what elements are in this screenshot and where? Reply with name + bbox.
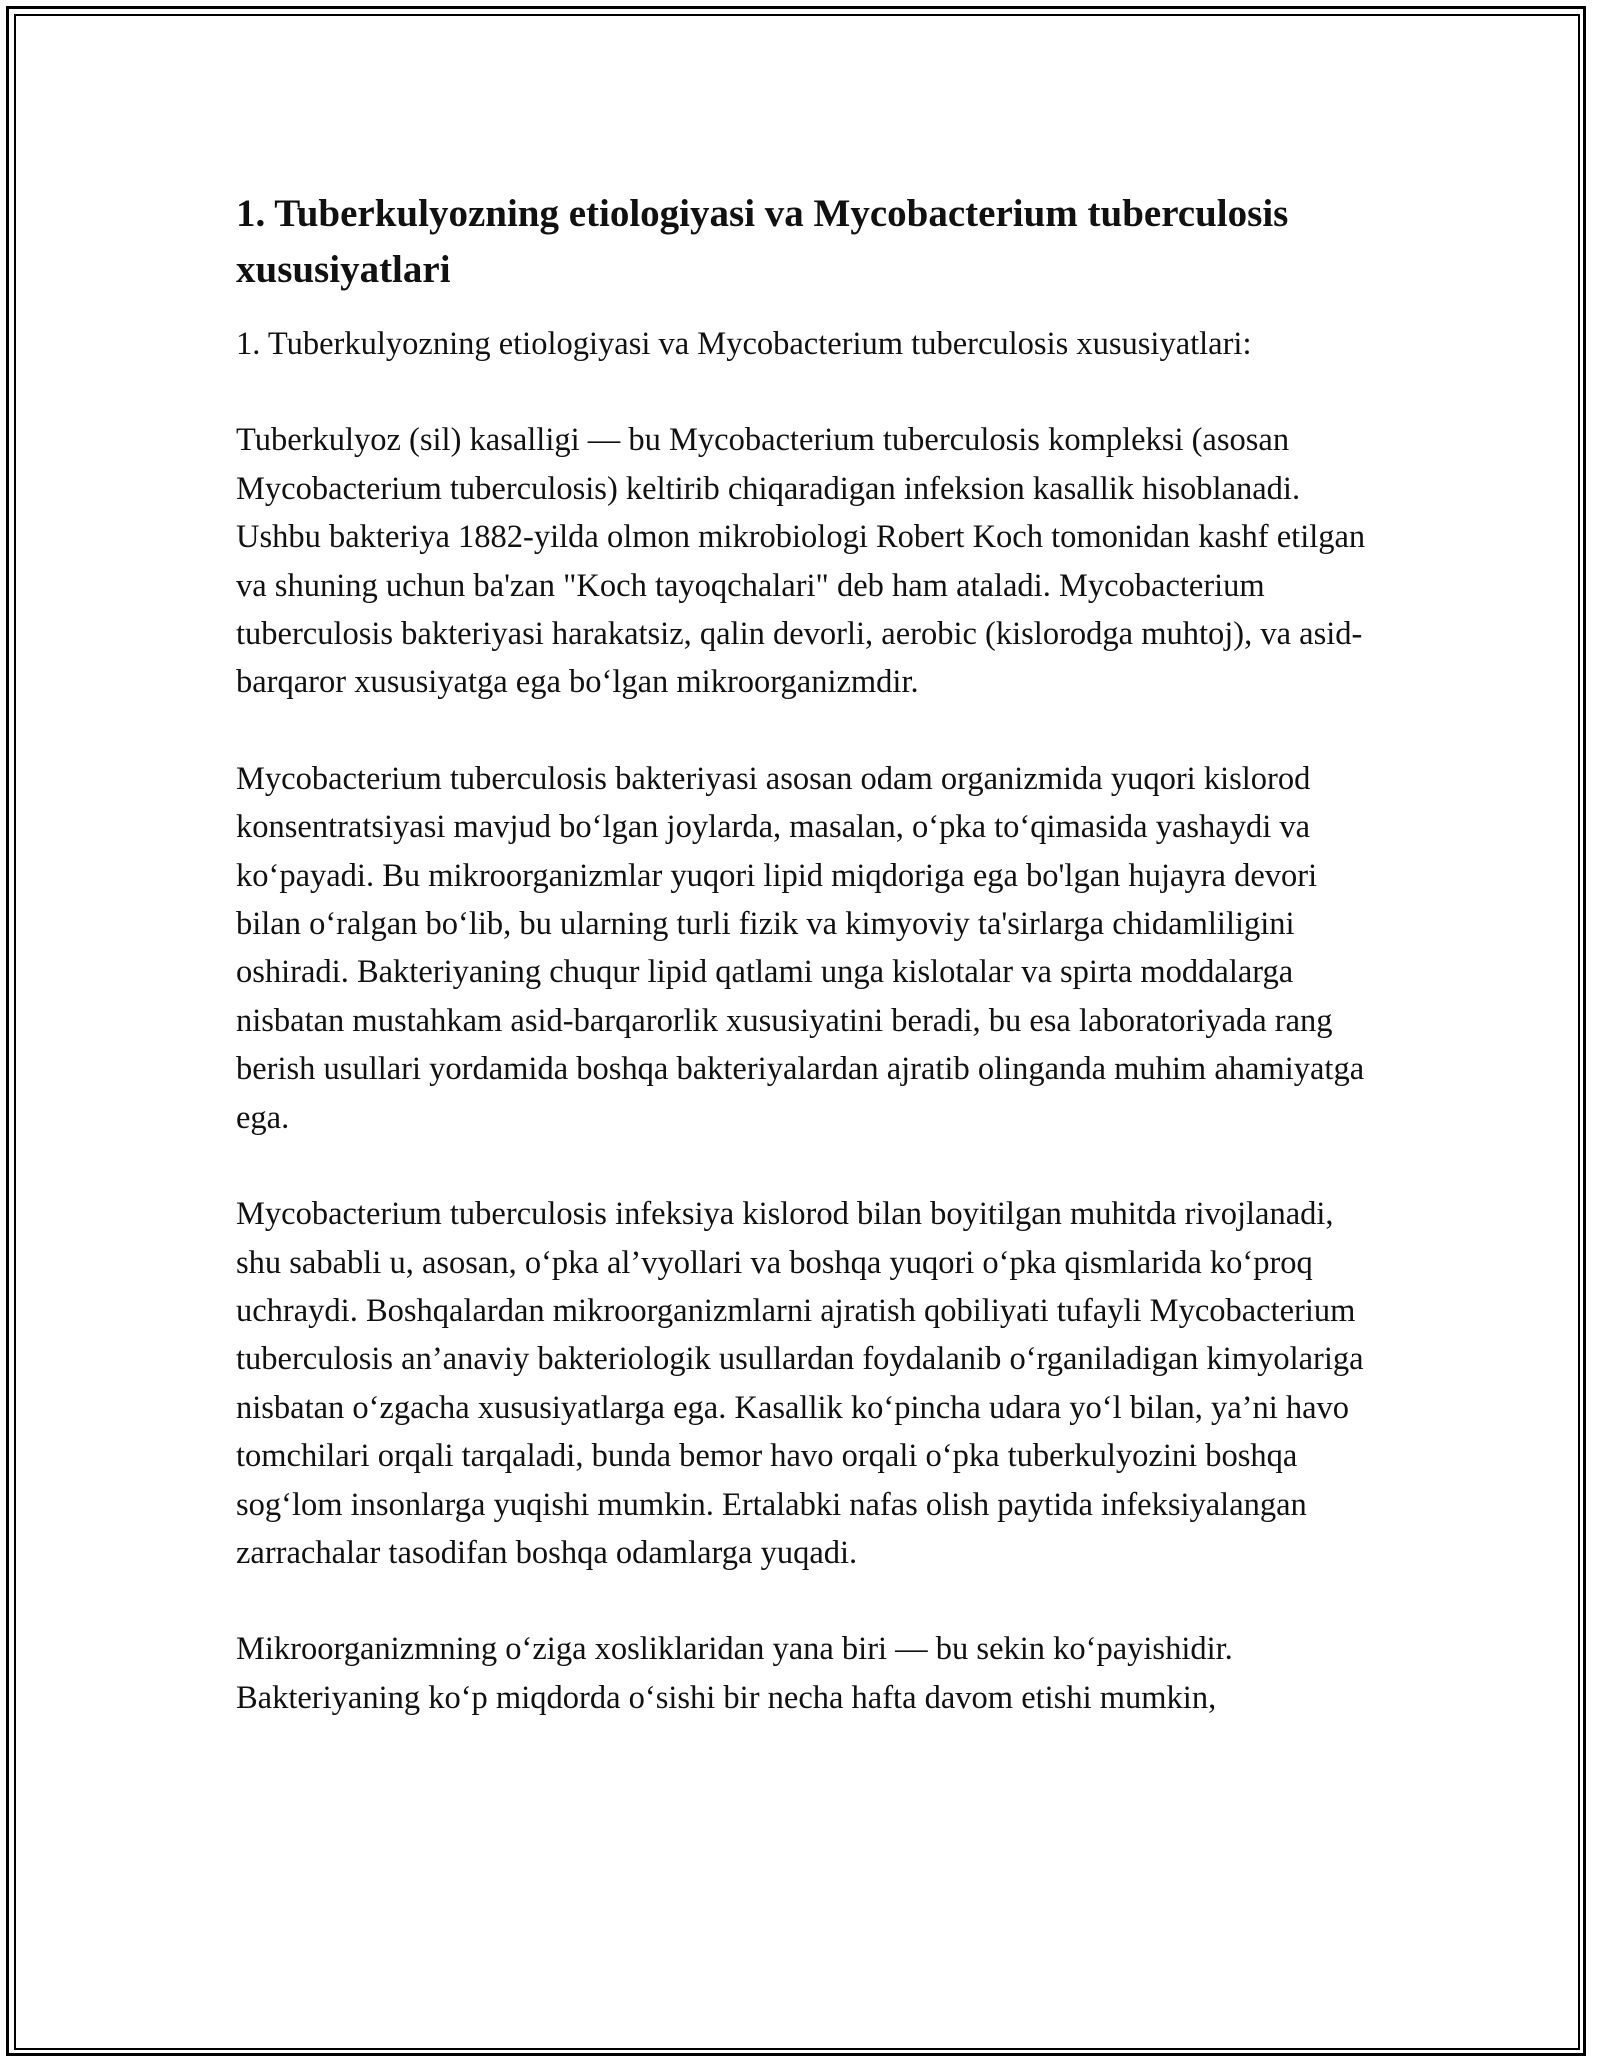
document-body: [236, 186, 1372, 1770]
paragraph-4: Mikroorganizmning oʻziga xosliklaridan yana biri — bu sekin koʻpayishidir. Bakteriyaning koʻp miqdorda oʻsishi bir necha hafta davom etishi mumkin,: [236, 1631, 1233, 1716]
paragraph-3: Mycobacterium tuberculosis infeksiya kislorod bilan boyitilgan muhitda rivojlanadi, shu sababli u, asosan, oʻpka al’vyollari va boshqa yuqori oʻpka qismlarida koʻproq uchraydi. Boshqalardan mikroorganizmlarni ajratish qobiliyati tufayli Mycobacterium tuberculosis an’anaviy bakteriologik usullardan foydalanib oʻrganiladigan kimyolariga nisbatan oʻzgacha xususiyatlarga ega. Kasallik koʻpincha udara yoʻl bilan, ya’ni havo tomchilari orqali tarqaladi, bunda bemor havo orqali oʻpka tuberkulyozini boshqa sogʻlom insonlarga yuqishi mumkin. Ertalabki nafas olish paytida infeksiyalangan zarrachalar tasodifan boshqa odamlarga yuqadi.: [236, 1196, 1364, 1571]
paragraph-1: Tuberkulyoz (sil) kasalligi — bu Mycobacterium tuberculosis kompleksi (asosan Mycobacterium tuberculosis) keltirib chiqaradigan infeksion kasallik hisoblanadi. Ushbu bakteriya 1882-yilda olmon mikrobiologi Robert Koch tomonidan kashf etilgan va shuning uchun ba'zan "Koch tayoqchalari" deb ham ataladi. Mycobacterium tuberculosis bakteriyasi harakatsiz, qalin devorli, aerobic (kislorodga muhtoj), va asid-barqaror xususiyatga ega boʻlgan mikroorganizmdir.: [236, 422, 1366, 701]
document-title: 1. Tuberkulyozning etiologiyasi va Mycobacterium tuberculosis xususiyatlari: [236, 192, 1289, 291]
paragraph-subheading: 1. Tuberkulyozning etiologiyasi va Mycobacterium tuberculosis xususiyatlari:: [236, 326, 1252, 362]
paragraph-2: Mycobacterium tuberculosis bakteriyasi asosan odam organizmida yuqori kislorod konsentratsiyasi mavjud boʻlgan joylarda, masalan, oʻpka toʻqimasida yashaydi va koʻpayadi. Bu mikroorganizmlar yuqori lipid miqdoriga ega bo'lgan hujayra devori bilan oʻralgan boʻlib, bu ularning turli fizik va kimyoviy ta'sirlarga chidamliligini oshiradi. Bakteriyaning chuqur lipid qatlami unga kislotalar va spirta moddalarga nisbatan mustahkam asid-barqarorlik xususiyatini beradi, bu esa laboratoriyada rang berish usullari yordamida boshqa bakteriyalardan ajratib olinganda muhim ahamiyatga ega.: [236, 760, 1365, 1136]
